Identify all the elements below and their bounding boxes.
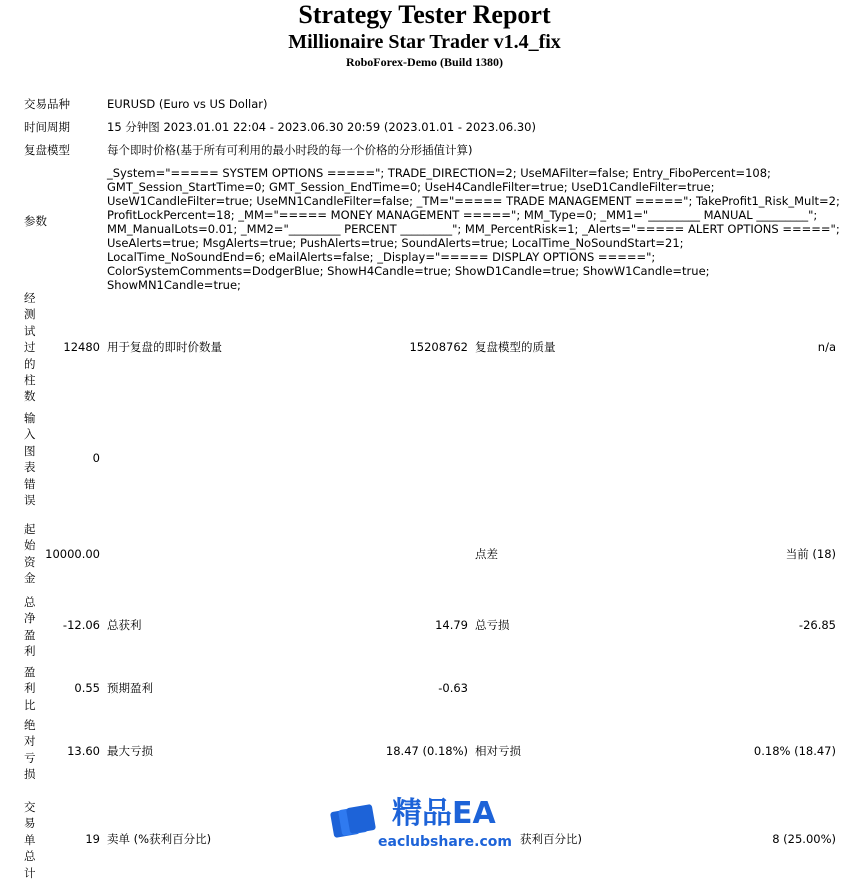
- bars-value: 12480: [63, 340, 100, 354]
- payoff-value: -0.63: [438, 681, 468, 695]
- model-label: 复盘模型: [24, 143, 70, 157]
- quality-value: n/a: [817, 340, 836, 354]
- netprofit-value: -12.06: [62, 618, 100, 632]
- maxdd-value: 18.47 (0.18%): [385, 744, 468, 758]
- watermark-name: 精品EA: [392, 796, 496, 831]
- period-label: 时间周期: [24, 120, 70, 134]
- grossprofit-value: 14.79: [435, 618, 468, 632]
- grossloss-label: 总亏损: [475, 618, 510, 632]
- period-value: 15 分钟图 2023.01.01 22:04 - 2023.06.30 20:59 (2023.01.01 - 2023.06.30): [107, 120, 536, 134]
- deposit-value: 10000.00: [45, 547, 100, 561]
- pf-value: 0.55: [74, 681, 100, 695]
- symbol-label: 交易品种: [24, 97, 70, 111]
- trades-value: 19: [85, 832, 100, 846]
- ticks-value: 15208762: [409, 340, 468, 354]
- long-label: 获利百分比): [520, 832, 582, 846]
- grossloss-value: -26.85: [798, 618, 836, 632]
- pf-label: 盈利比: [24, 665, 36, 712]
- deposit-label: 起始资金: [24, 522, 36, 586]
- report-title: Strategy Tester Report: [298, 0, 551, 29]
- absdd-value: 13.60: [67, 744, 100, 758]
- grossprofit-label: 总获利: [107, 618, 142, 632]
- expert-name: Millionaire Star Trader v1.4_fix: [288, 31, 561, 53]
- netprofit-label: 总净盈利: [24, 595, 36, 659]
- long-value: 8 (25.00%): [772, 832, 836, 846]
- reldd-value: 0.18% (18.47): [753, 744, 836, 758]
- params-value: _System="===== SYSTEM OPTIONS ====="; TRADE_DIRECTION=2; UseMAFilter=false; Entry_FiboPercent=108; GMT_Session_StartTime=0; GMT_Session_EndTime=0; UseH4CandleFilter=true; UseD1CandleFilter=true; UseW1CandleFilter=true; UseMN1CandleFilter=false; _TM="===== TRADE MANAGEMENT ====="; TakeProfit1_Risk_Mult=2; ProfitLockPercent=18; _MM="===== MONEY MANAGEMENT ====="; MM_Type=0; _MM1="_________ MANUAL _________"; MM_ManualLots=0.01; _MM2="_________ PERCENT _________"; MM_PercentRisk=1; _Alerts="===== ALERT OPTIONS ====="; UseAlerts=true; MsgAlerts=true; PushAlerts=true; SoundAlerts=true; LocalTime_NoSoundStart=21; LocalTime_NoSoundEnd=6; eMailAlerts=false; _Display="===== DISPLAY OPTIONS ====="; ColorSystemComments=DodgerBlue; ShowH4Candle=true; ShowD1Candle=true; ShowW1Candle=true; ShowMN1Candle=true;: [107, 166, 840, 292]
- trades-label: 交易单总计: [24, 800, 36, 880]
- bars-label: 经测试过的柱数: [24, 291, 36, 404]
- params-label: 参数: [24, 214, 47, 228]
- spread-label: 点差: [475, 547, 498, 561]
- watermark-logo-icon: [330, 800, 376, 846]
- quality-label: 复盘模型的质量: [475, 340, 556, 354]
- spread-value: 当前 (18): [785, 547, 836, 561]
- ticks-label: 用于复盘的即时价数量: [107, 340, 222, 354]
- maxdd-label: 最大亏损: [107, 744, 153, 758]
- server-name: RoboForex-Demo (Build 1380): [345, 55, 504, 69]
- watermark: [330, 796, 530, 860]
- reldd-label: 相对亏损: [475, 744, 521, 758]
- errors-label: 输入图表错误: [24, 411, 36, 508]
- symbol-value: EURUSD (Euro vs US Dollar): [107, 97, 268, 111]
- short-label: 卖单 (%获利百分比): [107, 832, 212, 846]
- payoff-label: 预期盈利: [107, 681, 153, 695]
- absdd-label: 绝对亏损: [24, 718, 36, 782]
- watermark-site: eaclubshare.com: [378, 834, 512, 850]
- model-value: 每个即时价格(基于所有可利用的最小时段的每一个价格的分形插值计算): [107, 143, 473, 157]
- errors-value: 0: [92, 451, 100, 465]
